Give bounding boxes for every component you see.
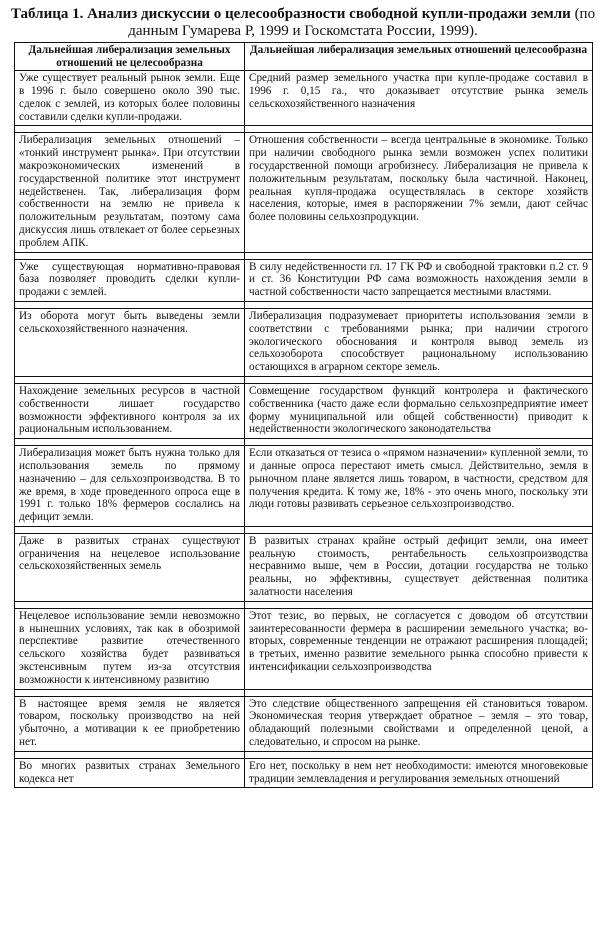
cell-against: Из оборота могут быть выведены земли сельскохозяйственного назначения. [15,308,245,376]
table-row [15,696,593,751]
cell-for: Совмещение государством функций контролера и фактического собственника (часто даже если формально сельхозпредприятие имеет форму муниципальной или общей собственности) приводит к недейственности экологического законодательства [245,383,593,438]
cell-against: В настоящее время земля не является товаром, поскольку производство на ней убыточно, а мотивации к ее приобретению нет. [15,696,245,751]
cell-against: Нецелевое использование земли невозможно в нынешних условиях, так как в обозримой перспективе развитие отечественного сельского хозяйства будет развиваться экстенсивным путем из-за отсутствия возможности к интенсивному развитию [15,608,245,689]
cell-against: Во многих развитых странах Земельного кодекса нет [15,758,245,788]
row-gap [15,601,593,608]
cell-for: В силу недейственности гл. 17 ГК РФ и свободной трактовки п.2 ст. 9 и ст. 36 Конституции РФ сама возможность нахождения земли в частной собственности часто запрещается местными властями. [245,259,593,301]
table-header-row [15,43,593,71]
cell-for: Средний размер земельного участка при купле-продаже составил в 1996 г. 0,15 га., что доказывает отсутствие рынка земель сельскохозяйственного назначения [245,71,593,126]
row-gap [15,376,593,383]
discussion-table [14,42,593,788]
cell-against: Нахождение земельных ресурсов в частной собственности лишает государство возможности эффективного контроля за их рациональным использованием. [15,383,245,438]
cell-for: Если отказаться от тезиса о «прямом назначении» купленной земли, то и данные опроса перестают иметь смысл. Действительно, земля в рыночном плане является лишь товаром, в частности, средством для получения кредита. К тому же, 18% - это очень много, поскольку эти люди готовы развивать серьезное сельхозпроизводство. [245,446,593,527]
cell-for: Отношения собственности – всегда центральные в экономике. Только при наличии свободного рынка земли возможен успех политики государственной помощи агробизнесу. Либерализация не привела к положительным результатам, поскольку была частичной. Наконец, реальная купля-продажа осуществлялась в секторе хозяйств населения, которые, имея в распоряжении 7% земли, дают сейчас более половины сельхозпродукции. [245,133,593,252]
table-row [15,446,593,527]
cell-for: Этот тезис, во первых, не согласуется с доводом об отсутствии заинтересованности фермера в расширении земельного участка; во-вторых, современные тенденции не отражают расширения площадей; в третьих, именно развитие земельного рынка способно привести к интенсификации сельхозпроизводства [245,608,593,689]
cell-against: Уже существующая нормативно-правовая база позволяет проводить сделки купли-продажи с землей. [15,259,245,301]
cell-against: Уже существует реальный рынок земли. Еще в 1996 г. было совершено около 390 тыс. сделок с землей, из которых более половины составили сделки купли-продажи. [15,71,245,126]
table-body [15,71,593,788]
cell-against: Либерализация может быть нужна только для использования земель по прямому назначению – для сельхозпроизводства. В то же время, в ходе проведенного опроса еще в 1991 г. только 18% фермеров сослались на дефицит земли. [15,446,245,527]
table-row [15,133,593,252]
row-gap [15,439,593,446]
table-row [15,308,593,376]
cell-for: В развитых странах крайне острый дефицит земли, она имеет реальную стоимость, рентабельность сельхозпроизводства несравнимо выше, чем в России, дотации государства не только реальны, но эффективны, существует действенная политика залатности населения [245,533,593,601]
header-for: Дальнейшая либерализация земельных отношений целесообразна [245,43,593,71]
table-caption [10,6,596,40]
row-gap [15,689,593,696]
header-against: Дальнейшая либерализация земельных отношений не целесообразна [15,43,245,71]
row-gap [15,526,593,533]
table-row [15,533,593,601]
table-row [15,608,593,689]
cell-for: Его нет, поскольку в нем нет необходимости: имеются многовековые традиции землевладения и регулирования земельных отношений [245,758,593,788]
cell-for: Либерализация подразумевает приоритеты использования земли в соответствии с требованиями рынка; при наличии строгого экологического обоснования и контроля вывод земель из сельхозоборота способствует рациональному использованию остающихся в аграрном секторе земель. [245,308,593,376]
cell-against: Даже в развитых странах существуют ограничения на нецелевое использование сельскохозяйственных земель [15,533,245,601]
row-gap [15,252,593,259]
cell-against: Либерализация земельных отношений – «тонкий инструмент рынка». При отсутствии макроэкономических изменений в государственной политике этот инструмент недейственен. Так, либерализация форм собственности на землю не привела к положительным результатам, поэтому сама дискуссия лишь отвлекает от более серьезных проблем АПК. [15,133,245,252]
row-gap [15,751,593,758]
caption-bold: Таблица 1. Анализ дискуссии о целесообразности свободной купли-продажи земли [10,6,571,22]
table-row [15,259,593,301]
table-row [15,71,593,126]
cell-for: Это следствие общественного запрещения ей становиться товаром. Экономическая теория утверждает обратное – земля – это товар, обладающий полезными свойствами и определенной ценой, а следовательно, и спросом на рынке. [245,696,593,751]
table-row [15,758,593,788]
table-row [15,383,593,438]
row-gap [15,126,593,133]
row-gap [15,301,593,308]
caption-source: (по данным Гумарева Р, 1999 и Госкомстата России, 1999). [128,6,596,39]
